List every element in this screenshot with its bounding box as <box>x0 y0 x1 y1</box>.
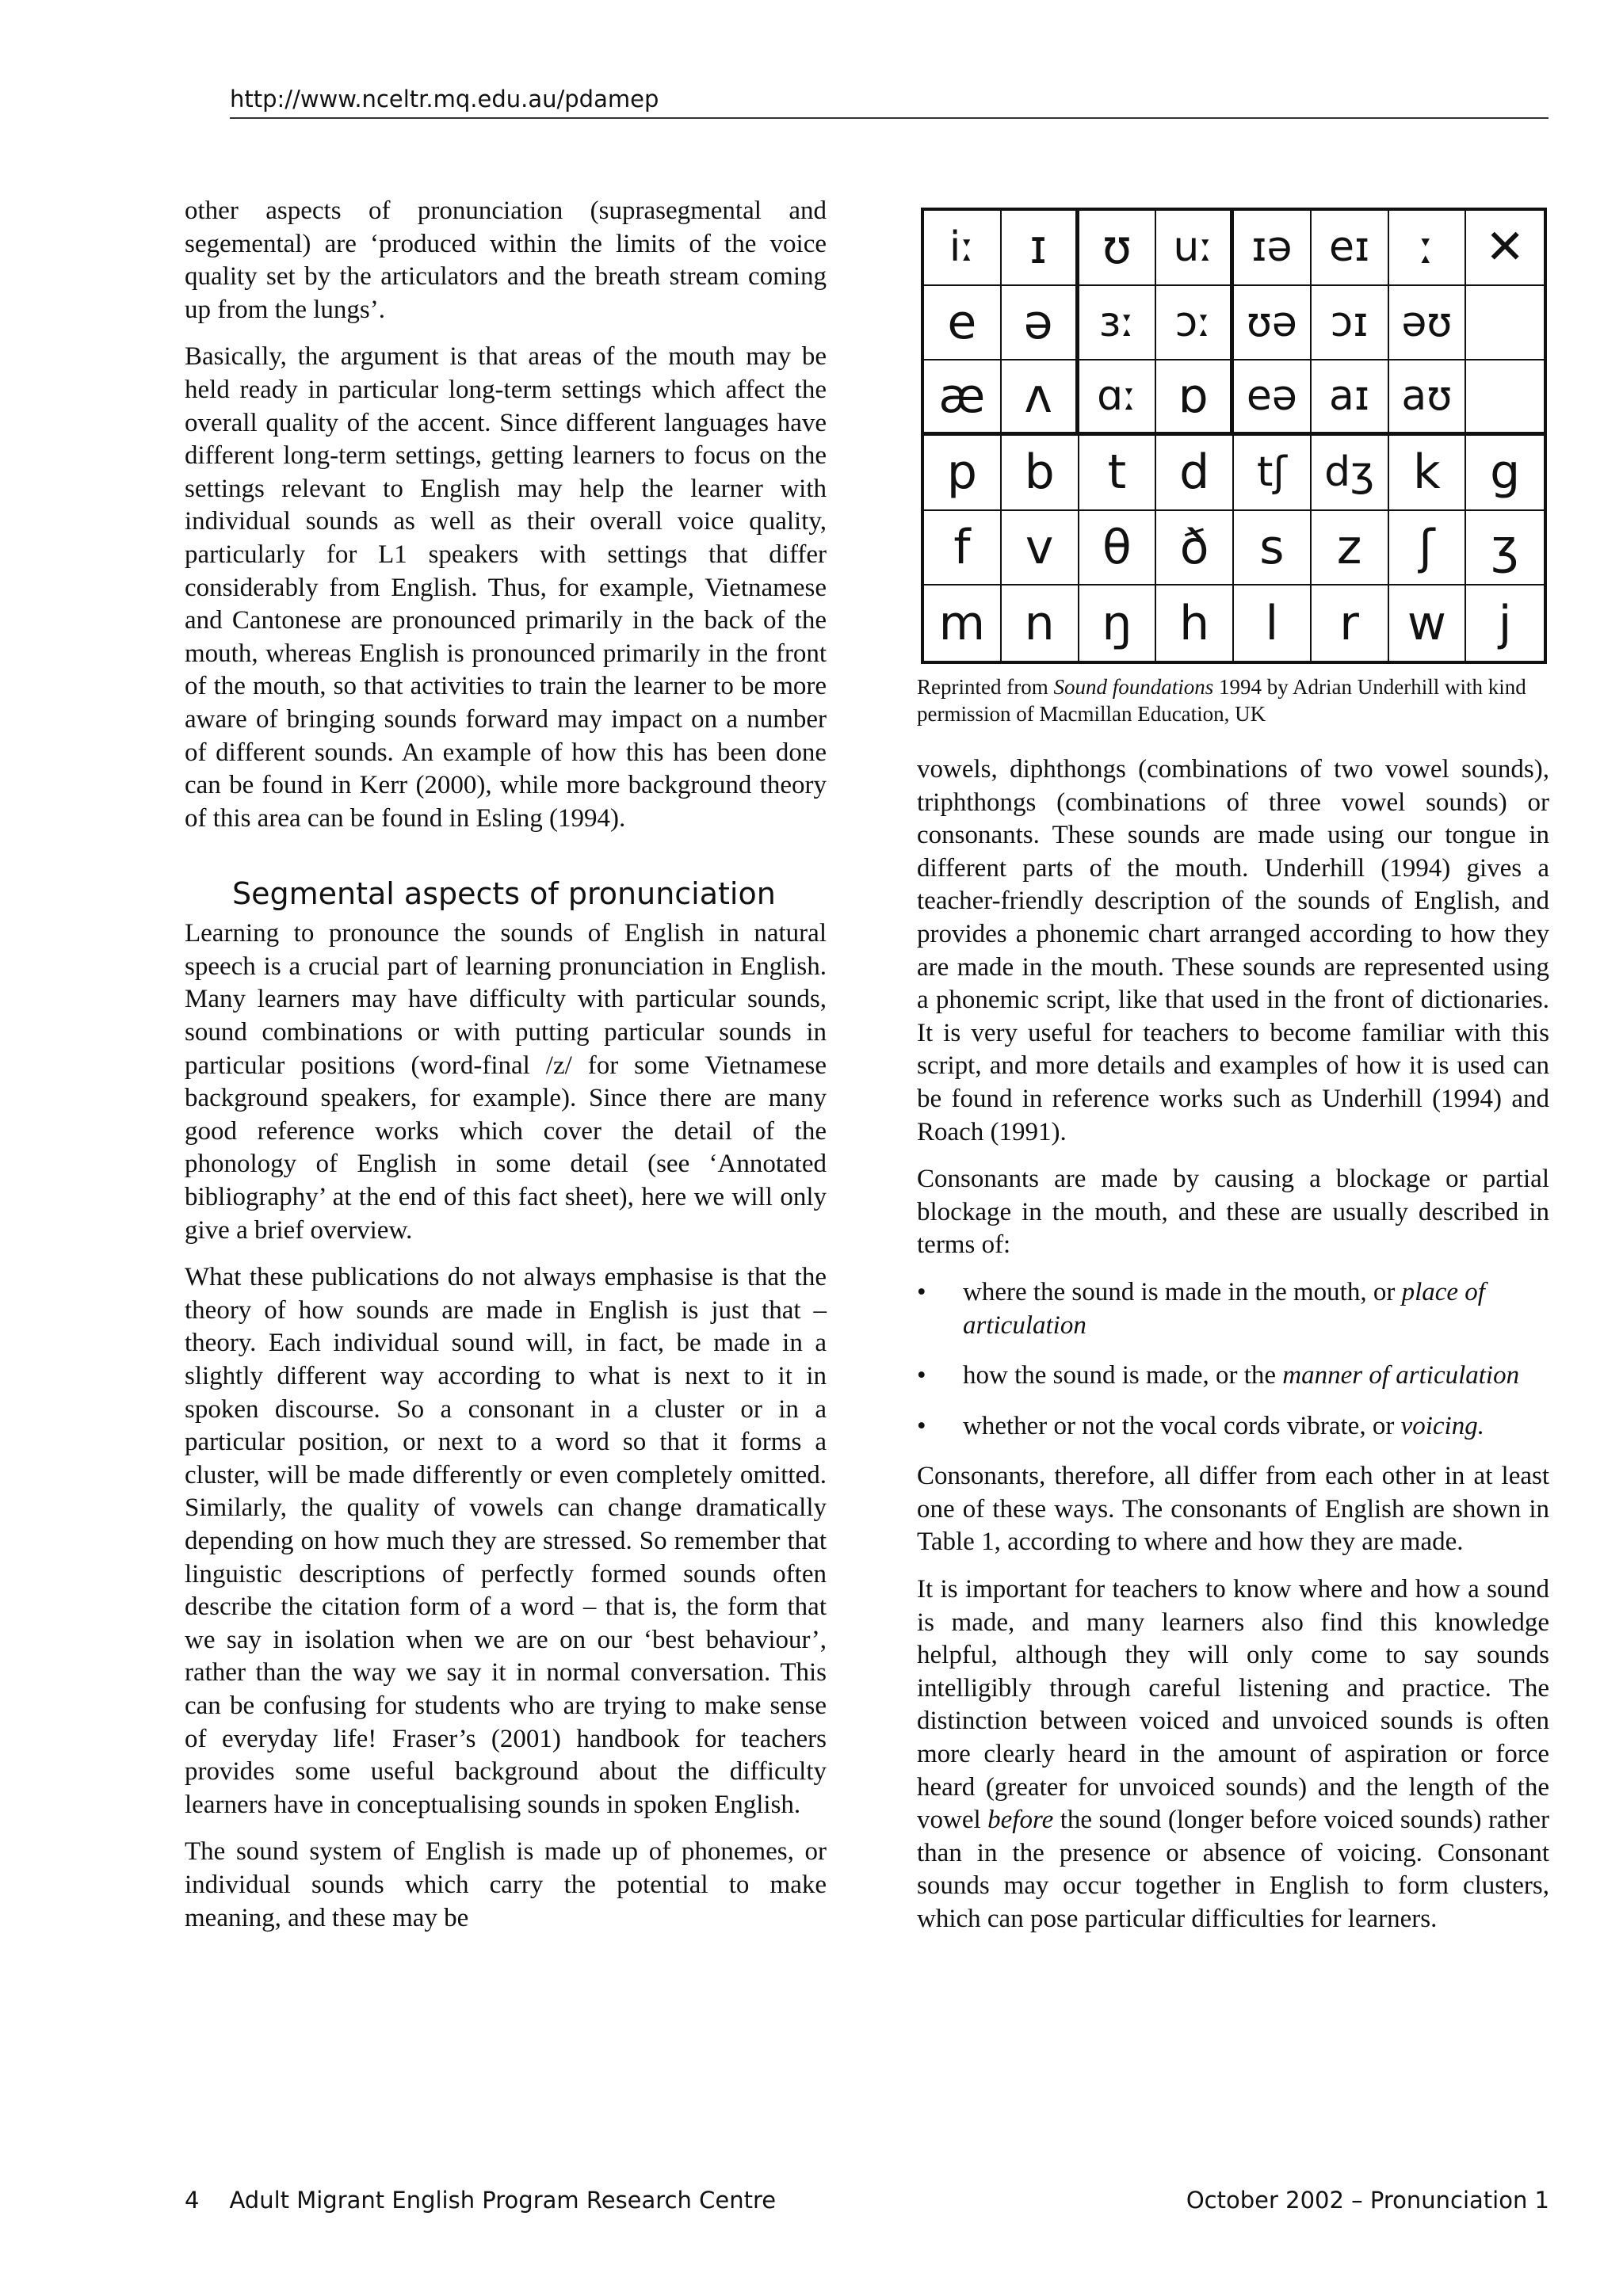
phoneme-cell: ʌ <box>1002 360 1079 436</box>
phoneme-cell: ð <box>1156 511 1234 586</box>
list-item <box>917 1276 1549 1342</box>
phoneme-cell: dʒ <box>1312 436 1389 511</box>
phoneme-cell: iː <box>924 211 1002 286</box>
phoneme-cell: ✕ <box>1466 211 1544 286</box>
right-paragraph-4 <box>917 1573 1549 1936</box>
list-item-emphasis: manner of articulation <box>1282 1361 1520 1390</box>
footer-publisher: Adult Migrant English Program Research Centre <box>229 2187 777 2214</box>
phoneme-cell: v <box>1002 511 1079 586</box>
phoneme-cell: ɜː <box>1079 286 1157 361</box>
left-paragraph-1: other aspects of pronunciation (suprasegmental and segemental) are ‘produced within the limits of the voice quality set by the articulators and the breath stream coming up from the lungs’. <box>185 196 827 324</box>
phoneme-cell: ɒ <box>1156 360 1234 436</box>
phoneme-cell: eə <box>1234 360 1312 436</box>
left-paragraph-4: What these publications do not always emphasise is that the theory of how sounds are made in English is just that – theory. Each individual sound will, in fact, be made in a slightly different way according to what is next to it in spoken discourse. So a consonant in a cluster or in a particular position, or next to a word so that it forms a cluster, will be made differently or even completely omitted. Similarly, the quality of vowels can change dramatically depending on how much they are stressed. So remember that linguistic descriptions of perfectly formed sounds often describe the citation form of a word – that is, the form that we say in isolation when we are on our ‘best behaviour’, rather than the way we say it in normal conversation. This can be confusing for students who are trying to make sense of everyday life! Fraser’s (2001) handbook for teachers provides some useful background about the difficulty learners have in conceptualising sounds in spoken English. <box>185 1263 827 1819</box>
phonemic-chart-grid <box>924 211 1544 661</box>
bullet-icon: • <box>917 1411 926 1440</box>
phoneme-cell: p <box>924 436 1002 511</box>
right-column <box>917 753 1549 1951</box>
phoneme-cell: ɔː <box>1156 286 1234 361</box>
phoneme-cell: aɪ <box>1312 360 1389 436</box>
phoneme-cell: əʊ <box>1389 286 1467 361</box>
phoneme-cell: j <box>1498 595 1512 651</box>
list-item <box>917 1360 1549 1393</box>
page-number: 4 <box>185 2187 200 2214</box>
phoneme-cell: d <box>1156 436 1234 511</box>
phoneme-cell: tʃ <box>1234 436 1312 511</box>
phoneme-cell: ʊə <box>1234 286 1312 361</box>
phoneme-cell: s <box>1234 511 1312 586</box>
phoneme-cell: r <box>1312 585 1389 661</box>
phoneme-cell: t <box>1079 436 1157 511</box>
phoneme-cell: m <box>924 585 1002 661</box>
list-item <box>917 1410 1549 1444</box>
phoneme-cell <box>1466 360 1544 436</box>
phonemic-chart <box>921 208 1547 664</box>
phoneme-cell: θ <box>1079 511 1157 586</box>
footer-issue: October 2002 – Pronunciation 1 <box>1186 2187 1549 2214</box>
header-rule <box>230 117 1549 119</box>
chart-caption <box>917 673 1551 727</box>
list-item-text: how the sound is made, or the <box>963 1361 1283 1390</box>
right-paragraph-4-end: the sound (longer before voiced sounds) rather than in the presence or absence of voicing. Consonant sounds may occur together in English to form clusters, which can pose particular difficulties for learners. <box>917 1806 1549 1933</box>
caption-suffix: 1994 by Adrian Underhill with kind permission of Macmillan Education, UK <box>917 675 1526 726</box>
bullet-icon: • <box>917 1277 926 1306</box>
phoneme-cell: n <box>1002 585 1079 661</box>
phoneme-cell: b <box>1002 436 1079 511</box>
phoneme-cell: uː <box>1156 211 1234 286</box>
footer-left <box>185 2187 776 2214</box>
phoneme-cell: ː <box>1389 211 1467 286</box>
phoneme-cell: l <box>1234 585 1312 661</box>
right-paragraph-4-start: It is important for teachers to know where and how a sound is made, and many learners also find this knowledge helpful, although they will only come to say sounds intelligibly through careful listening and practice. The distinction between voiced and unvoiced sounds is often more clearly heard in the amount of aspiration or force heard (greater for unvoiced sounds) and the length of the vowel <box>917 1575 1549 1835</box>
articulation-list <box>917 1276 1549 1443</box>
phoneme-cell: ɪ <box>1002 211 1079 286</box>
list-item-text: where the sound is made in the mouth, or <box>963 1277 1402 1306</box>
phoneme-cell: f <box>924 511 1002 586</box>
list-item-text: whether or not the vocal cords vibrate, or <box>963 1411 1401 1440</box>
phoneme-cell: ɑː <box>1079 360 1157 436</box>
section-heading: Segmental aspects of pronunciation <box>232 876 776 912</box>
right-paragraph-1: vowels, diphthongs (combinations of two vowel sounds), triphthongs (combinations of three vowel sounds) or consonants. These sounds are made using our tongue in different parts of the mouth. Underhill (1994) gives a teacher-friendly description of the sounds of English, and provides a phonemic chart arranged according to how they are made in the mouth. These sounds are represented using a phonemic script, like that used in the front of dictionaries. It is very useful for teachers to become familiar with this script, and more details and examples of how it is used can be found in reference works such as Underhill (1994) and Roach (1991). <box>917 755 1549 1146</box>
header-url: http://www.nceltr.mq.edu.au/pdamep <box>230 86 659 113</box>
phoneme-cell: ə <box>1002 286 1079 361</box>
phoneme-cell: k <box>1389 436 1467 511</box>
list-item-emphasis: place of articulation <box>963 1277 1485 1340</box>
right-paragraph-3: Consonants, therefore, all differ from each other in at least one of these ways. The consonants of English are shown in Table 1, according to where and how they are made. <box>917 1462 1549 1557</box>
phoneme-cell: ʃ <box>1389 511 1467 586</box>
phoneme-cell: g <box>1466 436 1544 511</box>
left-column <box>185 195 827 1949</box>
right-paragraph-2: Consonants are made by causing a blockage or partial blockage in the mouth, and these are usually described in terms of: <box>917 1165 1549 1260</box>
phoneme-cell: w <box>1389 585 1467 661</box>
left-paragraph-5: The sound system of English is made up of phonemes, or individual sounds which carry the potential to make meaning, and these may be <box>185 1837 827 1932</box>
phoneme-cell: ʊ <box>1079 211 1157 286</box>
bullet-icon: • <box>917 1361 926 1390</box>
phoneme-cell: ɪə <box>1234 211 1312 286</box>
phoneme-cell: aʊ <box>1389 360 1467 436</box>
phoneme-cell: ŋ <box>1079 585 1157 661</box>
phoneme-cell: ɔɪ <box>1312 286 1389 361</box>
left-paragraph-2: Basically, the argument is that areas of the mouth may be held ready in particular long-term settings which affect the overall quality of the accent. Since different languages have different long-term settings, getting learners to focus on the settings relevant to English may help the learner with individual sounds as well as their overall voice quality, particularly for L1 speakers with settings that differ considerably from English. Thus, for example, Vietnamese and Cantonese are pronounced primarily in the back of the mouth, whereas English is pronounced primarily in the front of the mouth, so that activities to train the learner to be more aware of bringing sounds forward may impact on a number of different sounds. An example of how this has been done can be found in Kerr (2000), while more background theory of this area can be found in Esling (1994). <box>185 342 827 833</box>
phoneme-cell: z <box>1312 511 1389 586</box>
phoneme-cell <box>1466 286 1544 361</box>
caption-book-title: Sound foundations <box>1053 675 1214 699</box>
left-paragraph-3: Learning to pronounce the sounds of English in natural speech is a crucial part of learning pronunciation in English. Many learners may have difficulty with particular sounds, sound combinations or with putting particular sounds in particular positions (word-final /z/ for some Vietnamese background speakers, for example). Since there are many good reference works which cover the detail of the phonology of English in some detail (see ‘Annotated bibliography’ at the end of this fact sheet), here we will only give a brief overview. <box>185 919 827 1245</box>
phoneme-cell: h <box>1156 585 1234 661</box>
right-paragraph-4-emphasis: before <box>987 1806 1054 1835</box>
phoneme-cell: eɪ <box>1312 211 1389 286</box>
phoneme-cell: ʒ <box>1466 511 1544 586</box>
caption-prefix: Reprinted from <box>917 675 1054 699</box>
list-item-emphasis: voicing. <box>1400 1411 1484 1440</box>
phoneme-cell: æ <box>924 360 1002 436</box>
phoneme-cell: e <box>924 286 1002 361</box>
